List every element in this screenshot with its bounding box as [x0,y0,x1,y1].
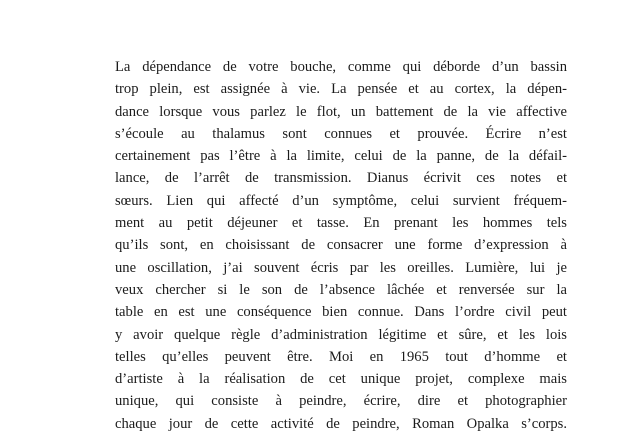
text-line: veux chercher si le son de l’absence lâchée et renversée sur la [115,281,567,298]
text-line: qu’ils sont, en choisissant de consacrer une forme d’expression à [115,237,567,254]
text-line: certainement pas l’être à la limite, celui de la panne, de la défail- [115,148,567,165]
text-line: dance lorsque vous parlez le flot, un battement de la vie affective [115,103,567,120]
text-line: ment au petit déjeuner et tasse. En prenant les hommes tels [115,215,567,232]
text-line: La dépendance de votre bouche, comme qui déborde d’un bassin [115,59,567,75]
text-line: table en est une conséquence bien connue. Dans l’ordre civil peut [115,304,567,321]
text-line: telles qu’elles peuvent être. Moi en 1965 tout d’homme et [115,348,567,365]
paragraph [115,56,567,435]
text-line: s’écoule au thalamus sont connues et prouvée. Écrire n’est [115,125,567,142]
text-line: une oscillation, j’ai souvent écris par les oreilles. Lumière, lui je [115,259,567,276]
text-line: trop plein, est assignée à vie. La pensée et au cortex, la dépen- [115,81,567,98]
text-line: lance, de l’arrêt de transmission. Dianus écrivit ces notes et [115,170,567,187]
text-line: d’artiste à la réalisation de cet unique projet, complexe mais [115,371,567,388]
text-line: sœurs. Lien qui affecté d’un symptôme, celui survient fréquem- [115,192,567,209]
text-line: unique, qui consiste à peindre, écrire, dire et photographier [115,393,567,410]
text-line: chaque jour de cette activité de peindre, Roman Opalka s’corps. [115,415,567,432]
text-line: y avoir quelque règle d’administration légitime et sûre, et les lois [115,326,567,343]
